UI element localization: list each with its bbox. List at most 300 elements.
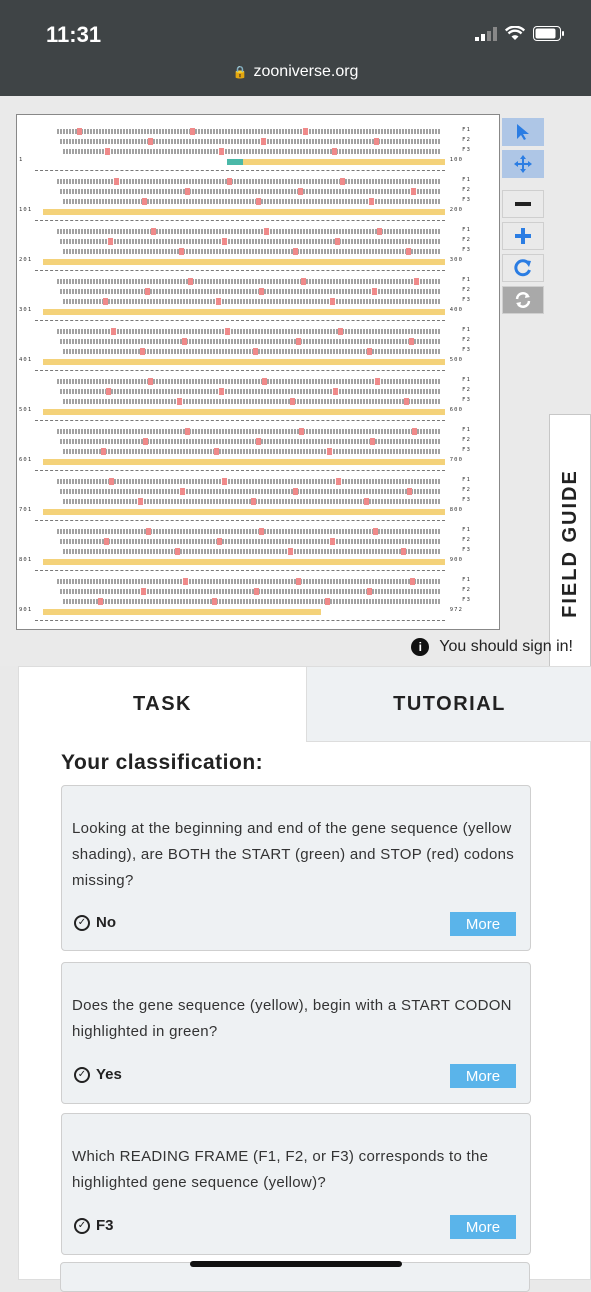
- stop-codon-marker: [369, 198, 374, 205]
- stop-codon-marker: [264, 228, 269, 235]
- field-guide-label: FIELD GUIDE: [558, 468, 581, 618]
- position-start: 201: [19, 257, 33, 263]
- frame-label: F1: [462, 277, 471, 283]
- stop-codon-marker: [293, 488, 298, 495]
- tab-tutorial[interactable]: TUTORIAL: [306, 667, 591, 742]
- stop-codon-marker: [175, 548, 180, 555]
- stop-codon-marker: [190, 128, 195, 135]
- frame-label: F3: [462, 197, 471, 203]
- amino-acid-track: [60, 389, 441, 394]
- sequence-block: [17, 127, 500, 177]
- position-end: 500: [449, 357, 463, 363]
- frame-row: [17, 427, 500, 437]
- sequence-block: [17, 327, 500, 377]
- ruler-row: [17, 467, 500, 477]
- pointer-icon: [516, 123, 530, 141]
- ruler-line: [35, 270, 445, 271]
- frame-row: [17, 597, 500, 607]
- gene-highlight: [43, 309, 445, 315]
- sequence-block: [17, 577, 500, 627]
- amino-acid-track: [63, 449, 441, 454]
- stop-codon-marker: [138, 498, 143, 505]
- frame-row: [17, 377, 500, 387]
- amino-acid-track: [60, 139, 441, 144]
- stop-codon-marker: [330, 538, 335, 545]
- frame-label: F1: [462, 127, 471, 133]
- stop-codon-marker: [148, 378, 153, 385]
- frame-row: [17, 347, 500, 357]
- zoom-out-icon: [515, 202, 531, 206]
- position-end: 200: [449, 207, 463, 213]
- zoom-in-icon: [515, 228, 531, 244]
- stop-codon-marker: [325, 598, 330, 605]
- frame-label: F2: [462, 587, 471, 593]
- frame-label: F3: [462, 497, 471, 503]
- stop-codon-marker: [180, 488, 185, 495]
- amino-acid-track: [57, 529, 441, 534]
- stop-codon-marker: [412, 428, 417, 435]
- amino-acid-track: [60, 239, 441, 244]
- ruler-row: [17, 617, 500, 627]
- amino-acid-track: [63, 549, 441, 554]
- answer: [74, 914, 116, 931]
- pan-tool-button[interactable]: [502, 150, 544, 178]
- stop-codon-marker: [404, 398, 409, 405]
- stop-codon-marker: [411, 188, 416, 195]
- stop-codon-marker: [104, 538, 109, 545]
- frame-row: [17, 327, 500, 337]
- frame-label: F2: [462, 537, 471, 543]
- home-indicator[interactable]: [190, 1261, 402, 1267]
- zoom-out-button[interactable]: [502, 190, 544, 218]
- dna-row: [17, 457, 500, 467]
- stop-codon-marker: [98, 598, 103, 605]
- sequence-block: [17, 227, 500, 277]
- stop-codon-marker: [367, 348, 372, 355]
- frame-label: F3: [462, 147, 471, 153]
- dna-row: [17, 557, 500, 567]
- amino-acid-track: [57, 229, 441, 234]
- position-start: 701: [19, 507, 33, 513]
- status-icons: [475, 26, 565, 41]
- ruler-line: [35, 370, 445, 371]
- sequence-block: [17, 527, 500, 577]
- gene-highlight: [43, 209, 445, 215]
- stop-codon-marker: [146, 528, 151, 535]
- amino-acid-track: [63, 399, 441, 404]
- stop-codon-marker: [375, 378, 380, 385]
- gene-highlight: [43, 559, 445, 565]
- question-text: Does the gene sequence (yellow), begin with a START CODON highlighted in green?: [72, 997, 512, 1040]
- frame-row: [17, 297, 500, 307]
- frame-row: [17, 487, 500, 497]
- stop-codon-marker: [185, 428, 190, 435]
- battery-icon: [533, 26, 565, 41]
- frame-label: F2: [462, 487, 471, 493]
- ruler-row: [17, 167, 500, 177]
- frame-label: F3: [462, 447, 471, 453]
- gene-highlight: [43, 409, 445, 415]
- position-end: 100: [449, 157, 463, 163]
- stop-codon-marker: [377, 228, 382, 235]
- amino-acid-track: [63, 249, 441, 254]
- position-end: 300: [449, 257, 463, 263]
- stop-codon-marker: [367, 588, 372, 595]
- stop-codon-marker: [109, 478, 114, 485]
- dna-row: [17, 407, 500, 417]
- status-time: 11:31: [46, 22, 102, 47]
- stop-codon-marker: [111, 328, 116, 335]
- sequence-block: [17, 427, 500, 477]
- frame-row: [17, 497, 500, 507]
- frame-row: [17, 137, 500, 147]
- stop-codon-marker: [298, 188, 303, 195]
- frame-label: F2: [462, 137, 471, 143]
- check-circle-icon: ✓: [74, 1218, 90, 1234]
- stop-codon-marker: [179, 248, 184, 255]
- amino-acid-track: [63, 299, 441, 304]
- frame-row: [17, 337, 500, 347]
- position-start: 601: [19, 457, 33, 463]
- gene-sequence-image[interactable]: [16, 114, 500, 630]
- stop-codon-marker: [143, 438, 148, 445]
- question-card: [61, 785, 531, 951]
- frame-label: F1: [462, 327, 471, 333]
- amino-acid-track: [63, 599, 441, 604]
- amino-acid-track: [60, 439, 441, 444]
- frame-row: [17, 397, 500, 407]
- stop-codon-marker: [372, 288, 377, 295]
- stop-codon-marker: [373, 528, 378, 535]
- stop-codon-marker: [253, 348, 258, 355]
- stop-codon-marker: [140, 348, 145, 355]
- frame-label: F3: [462, 397, 471, 403]
- answer-text: F3: [96, 1217, 114, 1234]
- check-circle-icon: ✓: [74, 915, 90, 931]
- stop-codon-marker: [151, 228, 156, 235]
- stop-codon-marker: [262, 378, 267, 385]
- more-button[interactable]: More: [450, 1215, 516, 1239]
- gene-highlight: [43, 359, 445, 365]
- frame-label: F2: [462, 337, 471, 343]
- gene-highlight: [43, 509, 445, 515]
- frame-label: F3: [462, 297, 471, 303]
- stop-codon-marker: [219, 148, 224, 155]
- ruler-row: [17, 517, 500, 527]
- amino-acid-track: [60, 189, 441, 194]
- answer: [74, 1066, 122, 1083]
- answer-text: Yes: [96, 1066, 122, 1083]
- amino-acid-track: [57, 129, 441, 134]
- signin-notice: [411, 638, 573, 656]
- amino-acid-track: [57, 579, 441, 584]
- position-start: 1: [19, 157, 24, 163]
- frame-row: [17, 437, 500, 447]
- info-icon: i: [411, 638, 429, 656]
- ruler-line: [35, 420, 445, 421]
- stop-codon-marker: [216, 298, 221, 305]
- amino-acid-track: [63, 199, 441, 204]
- frame-row: [17, 197, 500, 207]
- pan-icon: [513, 154, 533, 174]
- sequence-block: [17, 377, 500, 427]
- stop-codon-marker: [374, 138, 379, 145]
- stop-codon-marker: [103, 298, 108, 305]
- frame-label: F1: [462, 527, 471, 533]
- stop-codon-marker: [330, 298, 335, 305]
- position-start: 301: [19, 307, 33, 313]
- frame-label: F2: [462, 437, 471, 443]
- stop-codon-marker: [114, 178, 119, 185]
- sequence-block: [17, 277, 500, 327]
- stop-codon-marker: [214, 448, 219, 455]
- ruler-row: [17, 317, 500, 327]
- frame-label: F1: [462, 427, 471, 433]
- gene-highlight: [43, 609, 321, 615]
- ruler-line: [35, 520, 445, 521]
- field-guide-tab[interactable]: [549, 414, 591, 672]
- question-card: [61, 1113, 531, 1255]
- position-start: 101: [19, 207, 33, 213]
- signin-text: You should sign in!: [439, 638, 573, 655]
- stop-codon-marker: [406, 248, 411, 255]
- gene-highlight: [227, 159, 445, 165]
- stop-codon-marker: [222, 238, 227, 245]
- stop-codon-marker: [299, 428, 304, 435]
- stop-codon-marker: [145, 288, 150, 295]
- stop-codon-marker: [336, 478, 341, 485]
- stop-codon-marker: [370, 438, 375, 445]
- stop-codon-marker: [227, 178, 232, 185]
- stop-codon-marker: [77, 128, 82, 135]
- ruler-line: [35, 220, 445, 221]
- stop-codon-marker: [217, 538, 222, 545]
- frame-row: [17, 177, 500, 187]
- task-panel: [18, 666, 591, 1280]
- stop-codon-marker: [148, 138, 153, 145]
- position-start: 901: [19, 607, 33, 613]
- frame-row: [17, 227, 500, 237]
- frame-label: F2: [462, 387, 471, 393]
- more-button[interactable]: More: [450, 1064, 516, 1088]
- dna-row: [17, 257, 500, 267]
- frame-row: [17, 127, 500, 137]
- frame-row: [17, 387, 500, 397]
- dna-row: [17, 207, 500, 217]
- stop-codon-marker: [105, 148, 110, 155]
- stop-codon-marker: [401, 548, 406, 555]
- stop-codon-marker: [296, 338, 301, 345]
- frame-row: [17, 527, 500, 537]
- stop-codon-marker: [142, 198, 147, 205]
- frame-row: [17, 577, 500, 587]
- amino-acid-track: [57, 279, 441, 284]
- frame-row: [17, 277, 500, 287]
- position-end: 972: [449, 607, 463, 613]
- frame-row: [17, 237, 500, 247]
- classification-heading: Your classification:: [61, 751, 264, 774]
- stop-codon-marker: [182, 338, 187, 345]
- amino-acid-track: [60, 339, 441, 344]
- stop-codon-marker: [332, 148, 337, 155]
- frame-label: F1: [462, 477, 471, 483]
- subject-viewer: [0, 96, 591, 666]
- stop-codon-marker: [303, 128, 308, 135]
- stop-codon-marker: [108, 238, 113, 245]
- reset-button[interactable]: [502, 286, 544, 314]
- frame-label: F2: [462, 287, 471, 293]
- stop-codon-marker: [101, 448, 106, 455]
- amino-acid-track: [63, 349, 441, 354]
- ruler-row: [17, 267, 500, 277]
- frame-label: F1: [462, 227, 471, 233]
- reset-icon: [514, 291, 532, 309]
- ruler-line: [35, 620, 445, 621]
- stop-codon-marker: [177, 398, 182, 405]
- frame-label: F2: [462, 187, 471, 193]
- ruler-row: [17, 217, 500, 227]
- amino-acid-track: [57, 379, 441, 384]
- stop-codon-marker: [414, 278, 419, 285]
- amino-acid-track: [63, 149, 441, 154]
- frame-label: F1: [462, 577, 471, 583]
- check-circle-icon: ✓: [74, 1067, 90, 1083]
- answer-text: No: [96, 914, 116, 931]
- position-end: 800: [449, 507, 463, 513]
- dna-row: [17, 307, 500, 317]
- position-end: 600: [449, 407, 463, 413]
- stop-codon-marker: [407, 488, 412, 495]
- stop-codon-marker: [301, 278, 306, 285]
- dna-row: [17, 507, 500, 517]
- amino-acid-track: [60, 489, 441, 494]
- frame-row: [17, 147, 500, 157]
- frame-row: [17, 537, 500, 547]
- position-end: 700: [449, 457, 463, 463]
- frame-row: [17, 587, 500, 597]
- answer: [74, 1217, 114, 1234]
- amino-acid-track: [60, 539, 441, 544]
- stop-codon-marker: [259, 288, 264, 295]
- stop-codon-marker: [188, 278, 193, 285]
- position-start: 501: [19, 407, 33, 413]
- stop-codon-marker: [225, 328, 230, 335]
- position-start: 801: [19, 557, 33, 563]
- status-bar: [0, 0, 591, 56]
- amino-acid-track: [60, 589, 441, 594]
- frame-row: [17, 187, 500, 197]
- stop-codon-marker: [212, 598, 217, 605]
- position-end: 400: [449, 307, 463, 313]
- question-text: Looking at the beginning and end of the gene sequence (yellow shading), are BOTH the START (green) and STOP (red) codons missing?: [72, 820, 515, 889]
- frame-label: F3: [462, 547, 471, 553]
- stop-codon-marker: [409, 338, 414, 345]
- stop-codon-marker: [183, 578, 188, 585]
- stop-codon-marker: [333, 388, 338, 395]
- dna-row: [17, 357, 500, 367]
- stop-codon-marker: [327, 448, 332, 455]
- ruler-line: [35, 470, 445, 471]
- gene-highlight: [43, 459, 445, 465]
- stop-codon-marker: [288, 548, 293, 555]
- dna-row: [17, 607, 500, 617]
- stop-codon-marker: [256, 438, 261, 445]
- stop-codon-marker: [185, 188, 190, 195]
- more-button[interactable]: More: [450, 912, 516, 936]
- stop-codon-marker: [254, 588, 259, 595]
- frame-row: [17, 447, 500, 457]
- viewer-toolbar: [502, 118, 548, 318]
- stop-codon-marker: [219, 388, 224, 395]
- amino-acid-track: [57, 429, 441, 434]
- stop-codon-marker: [261, 138, 266, 145]
- stop-codon-marker: [259, 528, 264, 535]
- position-start: 401: [19, 357, 33, 363]
- ruler-line: [35, 320, 445, 321]
- task-tabs: [19, 667, 591, 742]
- position-end: 900: [449, 557, 463, 563]
- sequence-block: [17, 177, 500, 227]
- frame-label: F3: [462, 247, 471, 253]
- zoom-in-button[interactable]: [502, 222, 544, 250]
- rotate-button[interactable]: [502, 254, 544, 282]
- frame-row: [17, 477, 500, 487]
- rotate-icon: [514, 259, 532, 277]
- wifi-icon: [505, 26, 525, 41]
- gene-highlight: [43, 259, 445, 265]
- stop-codon-marker: [340, 178, 345, 185]
- amino-acid-track: [57, 479, 441, 484]
- ruler-line: [35, 170, 445, 171]
- ruler-row: [17, 417, 500, 427]
- stop-codon-marker: [335, 238, 340, 245]
- tab-task[interactable]: TASK: [19, 667, 306, 742]
- url-text: zooniverse.org: [253, 63, 359, 80]
- stop-codon-marker: [293, 248, 298, 255]
- stop-codon-marker: [338, 328, 343, 335]
- start-codon-marker: [227, 159, 243, 165]
- signal-icon: [475, 27, 497, 41]
- stop-codon-marker: [364, 498, 369, 505]
- question-text: Which READING FRAME (F1, F2, or F3) corresponds to the highlighted gene sequence (yellow)?: [72, 1148, 489, 1191]
- frame-label: F2: [462, 237, 471, 243]
- amino-acid-track: [60, 289, 441, 294]
- ruler-line: [35, 570, 445, 571]
- ruler-row: [17, 367, 500, 377]
- frame-row: [17, 287, 500, 297]
- stop-codon-marker: [141, 588, 146, 595]
- ruler-row: [17, 567, 500, 577]
- frame-label: F1: [462, 377, 471, 383]
- pointer-tool-button[interactable]: [502, 118, 544, 146]
- stop-codon-marker: [290, 398, 295, 405]
- frame-row: [17, 247, 500, 257]
- frame-label: F3: [462, 347, 471, 353]
- stop-codon-marker: [251, 498, 256, 505]
- question-card: [61, 962, 531, 1104]
- frame-label: F3: [462, 597, 471, 603]
- stop-codon-marker: [222, 478, 227, 485]
- sequence-block: [17, 477, 500, 527]
- stop-codon-marker: [410, 578, 415, 585]
- frame-row: [17, 547, 500, 557]
- lock-icon: 🔒: [232, 65, 248, 79]
- url-bar[interactable]: [0, 56, 591, 96]
- stop-codon-marker: [106, 388, 111, 395]
- dna-row: [17, 157, 500, 167]
- stop-codon-marker: [256, 198, 261, 205]
- stop-codon-marker: [296, 578, 301, 585]
